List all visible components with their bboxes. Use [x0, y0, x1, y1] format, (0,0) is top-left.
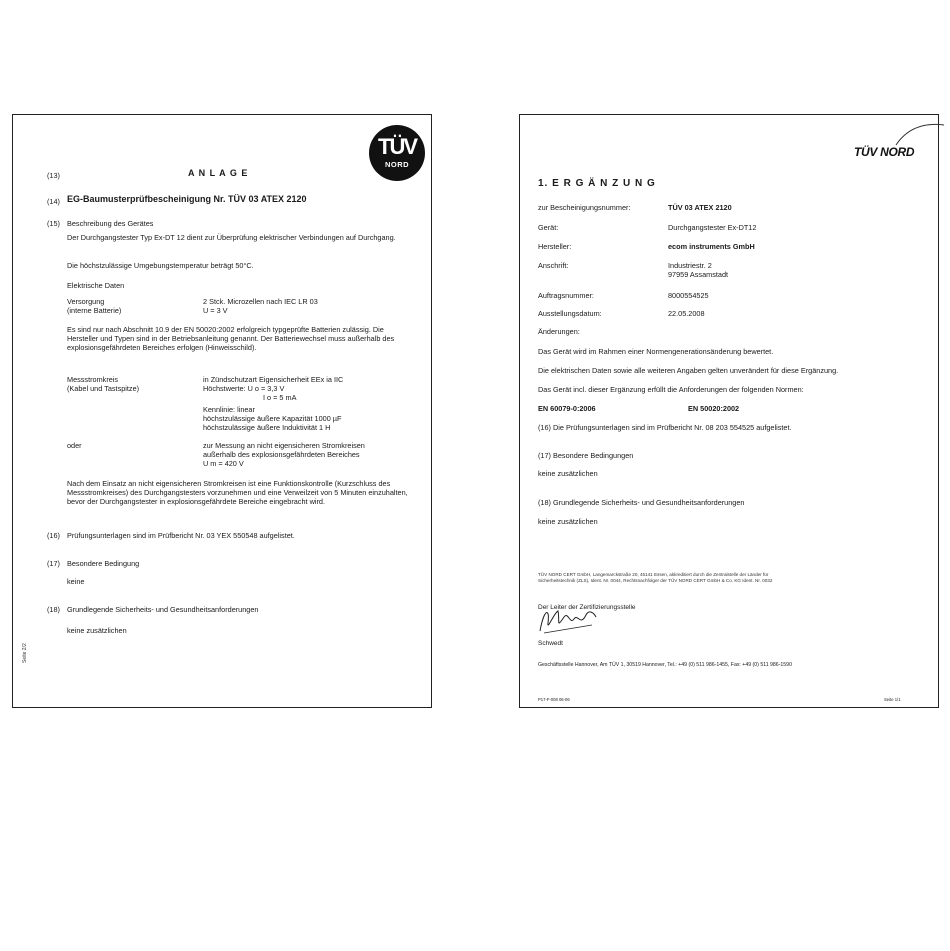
max-voltage-um: U m = 420 V	[203, 459, 244, 468]
section-18-number: (18)	[47, 605, 60, 614]
supply-value: 2 Stck. Microzellen nach IEC LR 03	[203, 297, 318, 306]
outside-hazard-area: außerhalb des explosionsgefährdeten Bereiches	[203, 450, 360, 459]
section-18-title: (18) Grundlegende Sicherheits- und Gesundheitsanforderungen	[538, 498, 745, 507]
signer-name: Schwedt	[538, 640, 563, 647]
order-number-value: 8000554525	[668, 291, 709, 300]
protection-type: in Zündschutzart Eigensicherheit EEx ia IIC	[203, 375, 344, 384]
signature-icon	[534, 603, 602, 637]
max-values-voltage: Höchstwerte: U o = 3,3 V	[203, 384, 285, 393]
non-intrinsic-measure: zur Messung an nicht eigensicheren Stromkreisen	[203, 441, 365, 450]
page-number: Seite 1/1	[884, 697, 901, 702]
address-line-1: Industriestr. 2	[668, 261, 712, 270]
row-label: Anschrift:	[538, 261, 569, 270]
function-check-note: Nach dem Einsatz an nicht eigensicheren Stromkreisen ist eine Funktionskontrolle (Kurzschluss des Messstromkreises) des Durchgangstesters vorzunehmen und eine Verweilzeit von 5 Minuten einzuhalten, bevor der Durchgangstester in explosionsgefährdete Bereiche eingebracht wird.	[67, 479, 408, 506]
changes-label: Änderungen:	[538, 327, 580, 336]
section-13-number: (13)	[47, 171, 60, 180]
section-17-title: (17) Besondere Bedingungen	[538, 451, 634, 460]
standard-1: EN 60079-0:2006	[538, 404, 596, 413]
certificate-number-title: EG-Baumusterprüfbescheinigung Nr. TÜV 03 ATEX 2120	[67, 194, 307, 204]
supply-sublabel: (interne Batterie)	[67, 306, 122, 315]
battery-note: Es sind nur nach Abschnitt 10.9 der EN 50020:2002 erfolgreich typgeprüfte Batterien zulässig. Die Hersteller und Typen sind in der Betriebsanleitung genannt. Der Batteriewechsel muss außerhalb des explosionsgefährdeten Bereiches erfolgen (Hinweisschild).	[67, 325, 395, 352]
certificate-number-value: TÜV 03 ATEX 2120	[668, 203, 732, 212]
test-documents-note: Prüfungsunterlagen sind im Prüfbericht Nr. 03 YEX 550548 aufgelistet.	[67, 531, 295, 540]
certificate-annex-page	[12, 114, 432, 708]
special-condition-value: keine	[67, 577, 85, 586]
measuring-circuit-label: Messstromkreis	[67, 375, 119, 384]
supply-label: Versorgung	[67, 297, 105, 306]
device-value: Durchgangstester Ex-DT12	[668, 223, 757, 232]
standard-2: EN 50020:2002	[688, 404, 740, 413]
essential-requirements-value: keine zusätzlichen	[67, 626, 127, 635]
changes-paragraph-3: Das Gerät incl. dieser Ergänzung erfüllt die Anforderungen der folgenden Normen:	[538, 385, 804, 394]
footer-line-1: TÜV NORD CERT GmbH, Langemarckstraße 20, 45141 Essen, akkreditiert durch die Zentralstelle der Länder für	[538, 572, 769, 577]
max-external-inductance: höchstzulässige äußere Induktivität 1 H	[203, 423, 331, 432]
annex-title: A N L A G E	[188, 168, 249, 178]
essential-requirements-title: Grundlegende Sicherheits- und Gesundheitsanforderungen	[67, 605, 259, 614]
changes-paragraph-2: Die elektrischen Daten sowie alle weiteren Angaben gelten unverändert für diese Ergänzung.	[538, 366, 839, 375]
address-line-2: 97959 Assamstadt	[668, 270, 729, 279]
section-15-number: (15)	[47, 219, 60, 228]
ambient-temperature-note: Die höchstzulässige Umgebungstemperatur beträgt 50°C.	[67, 261, 254, 270]
electrical-data-heading: Elektrische Daten	[67, 281, 125, 290]
max-values-current: I o = 5 mA	[263, 393, 297, 402]
supplement-title: 1. E R G Ä N Z U N G	[538, 178, 656, 189]
tuv-nord-arc-icon	[892, 121, 946, 147]
section-15-title: Beschreibung des Gerätes	[67, 219, 154, 228]
row-label: zur Bescheinigungsnummer:	[538, 203, 631, 212]
issue-date-value: 22.05.2008	[668, 309, 705, 318]
section-17-value: keine zusätzlichen	[538, 469, 598, 478]
office-address: Geschäftsstelle Hannover, Am TÜV 1, 30519 Hannover, Tel.: +49 (0) 511 986-1455, Fax: +49 (0) 511 986-1590	[538, 662, 792, 668]
section-16-number: (16)	[47, 531, 60, 540]
changes-paragraph-1: Das Gerät wird im Rahmen einer Normengenerationsänderung bewertet.	[538, 347, 774, 356]
form-id: P17-F-008 06-06	[538, 697, 570, 702]
row-label: Ausstellungsdatum:	[538, 309, 602, 318]
section-16-text: (16) Die Prüfungsunterlagen sind im Prüfbericht Nr. 08 203 554525 aufgelistet.	[538, 423, 792, 432]
section-18-value: keine zusätzlichen	[538, 517, 598, 526]
supply-voltage: U = 3 V	[203, 306, 228, 315]
section-14-number: (14)	[47, 197, 60, 206]
device-description: Der Durchgangstester Typ Ex-DT 12 dient zur Überprüfung elektrischer Verbindungen auf Durchgang.	[67, 233, 396, 242]
measuring-circuit-sublabel: (Kabel und Tastspitze)	[67, 384, 140, 393]
characteristic: Kennlinie: linear	[203, 405, 255, 414]
side-page-note: Seite 2/2	[22, 643, 28, 663]
tuv-nord-wordmark-logo: TÜV NORD	[854, 145, 915, 159]
row-label: Hersteller:	[538, 242, 572, 251]
manufacturer-value: ecom instruments GmbH	[668, 242, 755, 251]
tuv-nord-round-logo-icon: TÜV NORD	[369, 125, 425, 181]
section-17-number: (17)	[47, 559, 60, 568]
special-condition-title: Besondere Bedingung	[67, 559, 140, 568]
supplement-page	[519, 114, 939, 708]
row-label: Gerät:	[538, 223, 559, 232]
row-label: Auftragsnummer:	[538, 291, 594, 300]
max-external-capacitance: höchstzulässige äußere Kapazität 1000 µF	[203, 414, 342, 423]
signer-title: Der Leiter der Zertifizierungsstelle	[538, 604, 636, 611]
footer-line-2: Sicherheitstechnik (ZLS), Ident. Nr. 0044, Rechtsnachfolger der TÜV NORD CERT GmbH & Co. KG Ident. Nr. 0032	[538, 578, 773, 583]
or-label: oder	[67, 441, 82, 450]
